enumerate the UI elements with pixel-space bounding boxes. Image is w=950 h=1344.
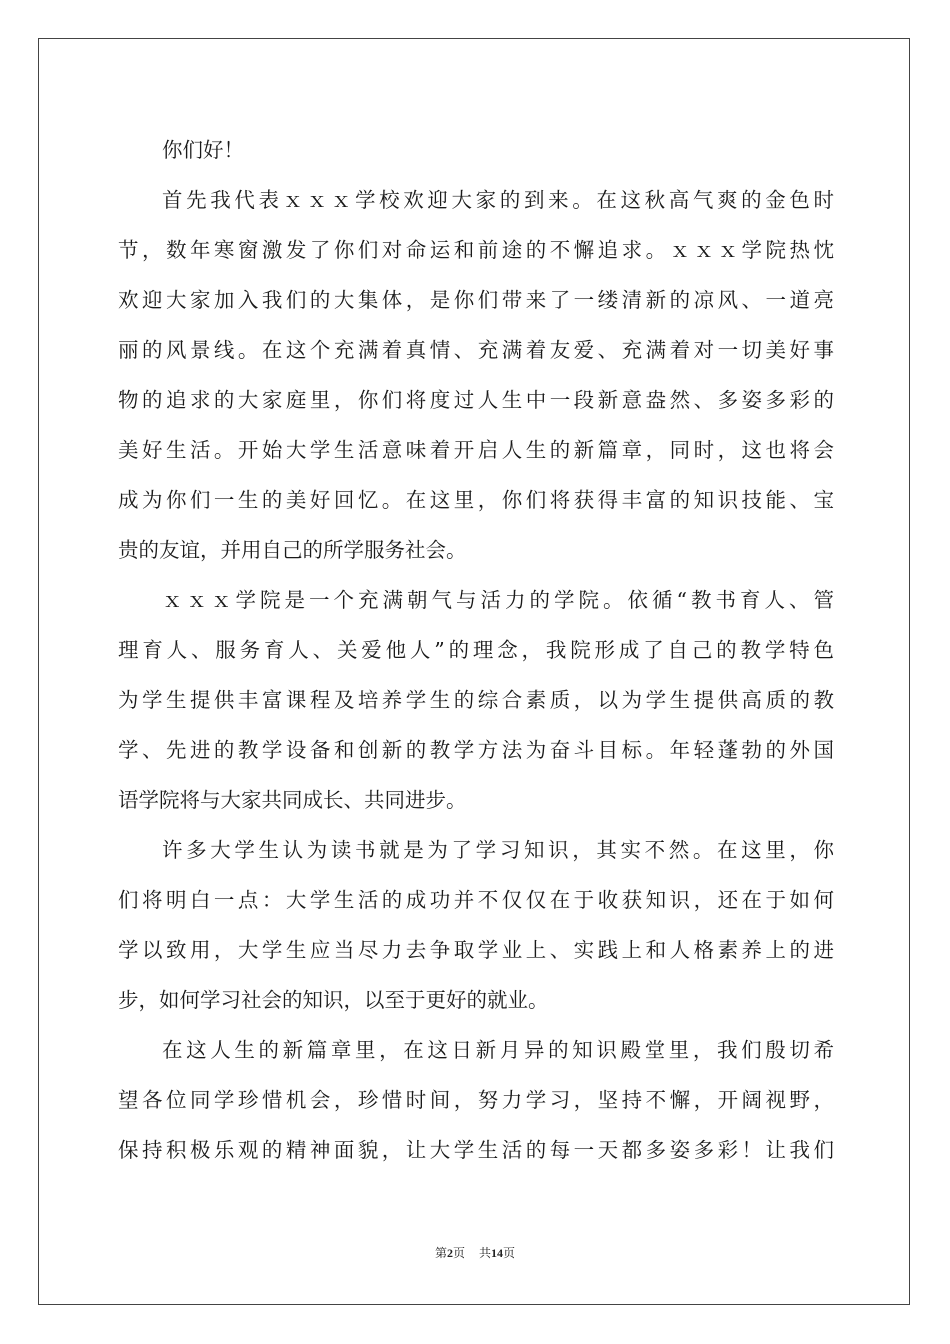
paragraph-line: 首先我代表ｘｘｘ学校欢迎大家的到来。在这秋高气爽的金色时 [162,188,834,212]
paragraph-line: 欢迎大家加入我们的大集体，是你们带来了一缕清新的凉风、一道亮 [118,288,834,312]
greeting-line: 你们好！ [162,138,244,162]
paragraph-line: 物的追求的大家庭里，你们将度过人生中一段新意盎然、多姿多彩的 [118,388,834,412]
paragraph-line: 学、先进的教学设备和创新的教学方法为奋斗目标。年轻蓬勃的外国 [118,738,834,762]
paragraph-line: 步，如何学习社会的知识，以至于更好的就业。 [118,988,549,1012]
paragraph-line: 节，数年寒窗激发了你们对命运和前途的不懈追求。ｘｘｘ学院热忱 [118,238,834,262]
paragraph-line: 为学生提供丰富课程及培养学生的综合素质，以为学生提供高质的教 [118,688,834,712]
paragraph-line: 美好生活。开始大学生活意味着开启人生的新篇章，同时，这也将会 [118,438,834,462]
paragraph-line: 保持积极乐观的精神面貌，让大学生活的每一天都多姿多彩！让我们 [118,1138,834,1162]
paragraph-line: 在这人生的新篇章里，在这日新月异的知识殿堂里，我们殷切希 [162,1038,834,1062]
paragraph-line: 许多大学生认为读书就是为了学习知识，其实不然。在这里，你 [162,838,834,862]
paragraph-line: 们将明白一点：大学生活的成功并不仅仅在于收获知识，还在于如何 [118,888,834,912]
page-suffix: 页 [452,1246,465,1260]
paragraph-line: 语学院将与大家共同成长、共同进步。 [118,788,467,812]
page-prefix: 第 [434,1246,447,1260]
paragraph-line: 望各位同学珍惜机会，珍惜时间，努力学习，坚持不懈，开阔视野， [118,1088,834,1112]
paragraph-line: 成为你们一生的美好回忆。在这里，你们将获得丰富的知识技能、宝 [118,488,834,512]
paragraph-line: 学以致用，大学生应当尽力去争取学业上、实践上和人格素养上的进 [118,938,834,962]
page-footer [0,1245,950,1261]
paragraph-line: 贵的友谊，并用自己的所学服务社会。 [118,538,467,562]
paragraph-line: 理育人、服务育人、关爱他人”的理念，我院形成了自己的教学特色 [118,638,834,662]
total-prefix: 共 [479,1246,492,1260]
total-suffix: 页 [503,1246,516,1260]
paragraph-line: ｘｘｘ学院是一个充满朝气与活力的学院。依循“教书育人、管 [162,588,834,612]
page-current: 2 [446,1246,453,1260]
page-total: 14 [491,1246,504,1260]
paragraph-line: 丽的风景线。在这个充满着真情、充满着友爱、充满着对一切美好事 [118,338,834,362]
